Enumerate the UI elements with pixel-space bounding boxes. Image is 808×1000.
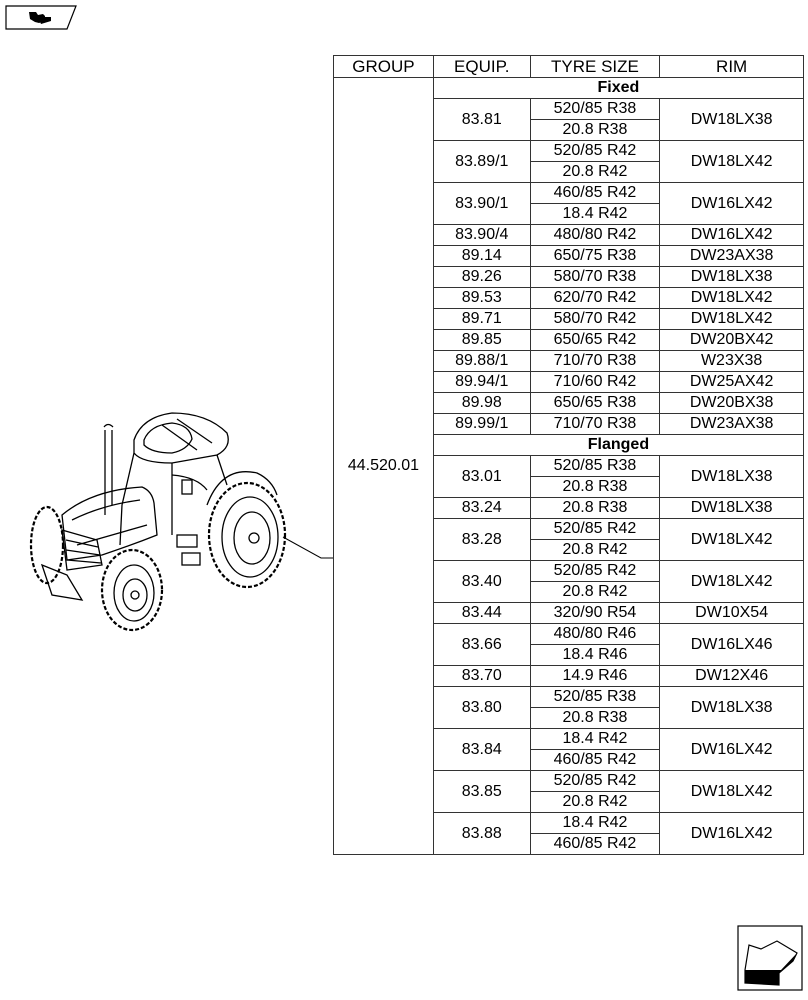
equip-cell: 83.28 — [433, 519, 530, 561]
tyre-size-cell: 650/65 R38 — [530, 393, 660, 414]
equip-cell: 89.85 — [433, 330, 530, 351]
tyre-size-cell: 520/85 R42 — [530, 561, 660, 582]
rim-cell: DW18LX38 — [660, 99, 804, 141]
equip-cell: 83.84 — [433, 729, 530, 771]
equip-cell: 89.26 — [433, 267, 530, 288]
tyre-size-cell: 710/60 R42 — [530, 372, 660, 393]
rim-cell: DW25AX42 — [660, 372, 804, 393]
tyre-size-cell: 650/75 R38 — [530, 246, 660, 267]
tyre-size-cell: 520/85 R42 — [530, 771, 660, 792]
tyre-size-cell: 460/85 R42 — [530, 834, 660, 855]
rim-cell: DW12X46 — [660, 666, 804, 687]
rim-cell: W23X38 — [660, 351, 804, 372]
rim-cell: DW18LX38 — [660, 267, 804, 288]
equip-cell: 83.44 — [433, 603, 530, 624]
equip-cell: 89.14 — [433, 246, 530, 267]
equip-cell: 83.24 — [433, 498, 530, 519]
equip-cell: 83.40 — [433, 561, 530, 603]
rim-cell: DW18LX38 — [660, 456, 804, 498]
rim-cell: DW23AX38 — [660, 246, 804, 267]
rim-cell: DW18LX42 — [660, 288, 804, 309]
rim-cell: DW20BX38 — [660, 393, 804, 414]
tyre-size-cell: 20.8 R38 — [530, 120, 660, 141]
tyre-size-cell: 460/85 R42 — [530, 750, 660, 771]
equip-cell: 83.01 — [433, 456, 530, 498]
rim-cell: DW10X54 — [660, 603, 804, 624]
navigate-forward-icon[interactable] — [5, 5, 77, 30]
tyre-size-cell: 18.4 R46 — [530, 645, 660, 666]
tyre-size-cell: 480/80 R46 — [530, 624, 660, 645]
equip-cell: 89.94/1 — [433, 372, 530, 393]
tyre-size-cell: 580/70 R38 — [530, 267, 660, 288]
tyre-rim-table — [333, 55, 804, 855]
tyre-size-cell: 18.4 R42 — [530, 204, 660, 225]
tyre-size-cell: 18.4 R42 — [530, 729, 660, 750]
tyre-size-cell: 620/70 R42 — [530, 288, 660, 309]
equip-cell: 89.71 — [433, 309, 530, 330]
tyre-size-cell: 710/70 R38 — [530, 414, 660, 435]
table-header-row — [334, 56, 804, 78]
tyre-size-cell: 20.8 R42 — [530, 582, 660, 603]
tyre-size-cell: 520/85 R38 — [530, 687, 660, 708]
rim-cell: DW23AX38 — [660, 414, 804, 435]
equip-cell: 89.53 — [433, 288, 530, 309]
rim-cell: DW16LX46 — [660, 624, 804, 666]
equip-cell: 89.88/1 — [433, 351, 530, 372]
section-row-fixed — [334, 78, 804, 99]
tyre-size-cell: 20.8 R38 — [530, 477, 660, 498]
tyre-size-cell: 520/85 R42 — [530, 141, 660, 162]
equip-cell: 89.99/1 — [433, 414, 530, 435]
header-group: GROUP — [334, 56, 434, 78]
rim-cell: DW18LX42 — [660, 141, 804, 183]
tyre-size-cell: 320/90 R54 — [530, 603, 660, 624]
rim-cell: DW18LX42 — [660, 519, 804, 561]
equip-cell: 83.70 — [433, 666, 530, 687]
header-equip: EQUIP. — [433, 56, 530, 78]
equip-cell: 83.80 — [433, 687, 530, 729]
navigate-back-icon[interactable] — [737, 925, 803, 991]
rim-cell: DW18LX38 — [660, 498, 804, 519]
equip-cell: 83.66 — [433, 624, 530, 666]
tyre-size-cell: 20.8 R38 — [530, 708, 660, 729]
equip-cell: 83.88 — [433, 813, 530, 855]
tyre-size-cell: 520/85 R38 — [530, 456, 660, 477]
equip-cell: 83.90/1 — [433, 183, 530, 225]
tyre-size-cell: 460/85 R42 — [530, 183, 660, 204]
equip-cell: 83.89/1 — [433, 141, 530, 183]
rim-cell: DW16LX42 — [660, 729, 804, 771]
tractor-illustration — [22, 395, 307, 635]
tyre-size-cell: 520/85 R38 — [530, 99, 660, 120]
tyre-size-cell: 710/70 R38 — [530, 351, 660, 372]
rim-cell: DW20BX42 — [660, 330, 804, 351]
rim-cell: DW18LX42 — [660, 309, 804, 330]
tyre-size-cell: 14.9 R46 — [530, 666, 660, 687]
equip-cell: 83.90/4 — [433, 225, 530, 246]
tyre-size-cell: 20.8 R42 — [530, 162, 660, 183]
tyre-size-cell: 20.8 R38 — [530, 498, 660, 519]
group-cell: 44.520.01 — [334, 78, 434, 855]
tyre-size-cell: 18.4 R42 — [530, 813, 660, 834]
section-label: Fixed — [433, 78, 803, 99]
rim-cell: DW16LX42 — [660, 225, 804, 246]
tyre-size-cell: 580/70 R42 — [530, 309, 660, 330]
tyre-size-cell: 480/80 R42 — [530, 225, 660, 246]
rim-cell: DW16LX42 — [660, 813, 804, 855]
rim-cell: DW18LX38 — [660, 687, 804, 729]
equip-cell: 83.85 — [433, 771, 530, 813]
tyre-size-cell: 520/85 R42 — [530, 519, 660, 540]
header-rim: RIM — [660, 56, 804, 78]
equip-cell: 89.98 — [433, 393, 530, 414]
section-label: Flanged — [433, 435, 803, 456]
tyre-size-cell: 20.8 R42 — [530, 792, 660, 813]
rim-cell: DW18LX42 — [660, 771, 804, 813]
tyre-size-cell: 650/65 R42 — [530, 330, 660, 351]
tyre-size-cell: 20.8 R42 — [530, 540, 660, 561]
header-tyre-size: TYRE SIZE — [530, 56, 660, 78]
rim-cell: DW18LX42 — [660, 561, 804, 603]
rim-cell: DW16LX42 — [660, 183, 804, 225]
equip-cell: 83.81 — [433, 99, 530, 141]
